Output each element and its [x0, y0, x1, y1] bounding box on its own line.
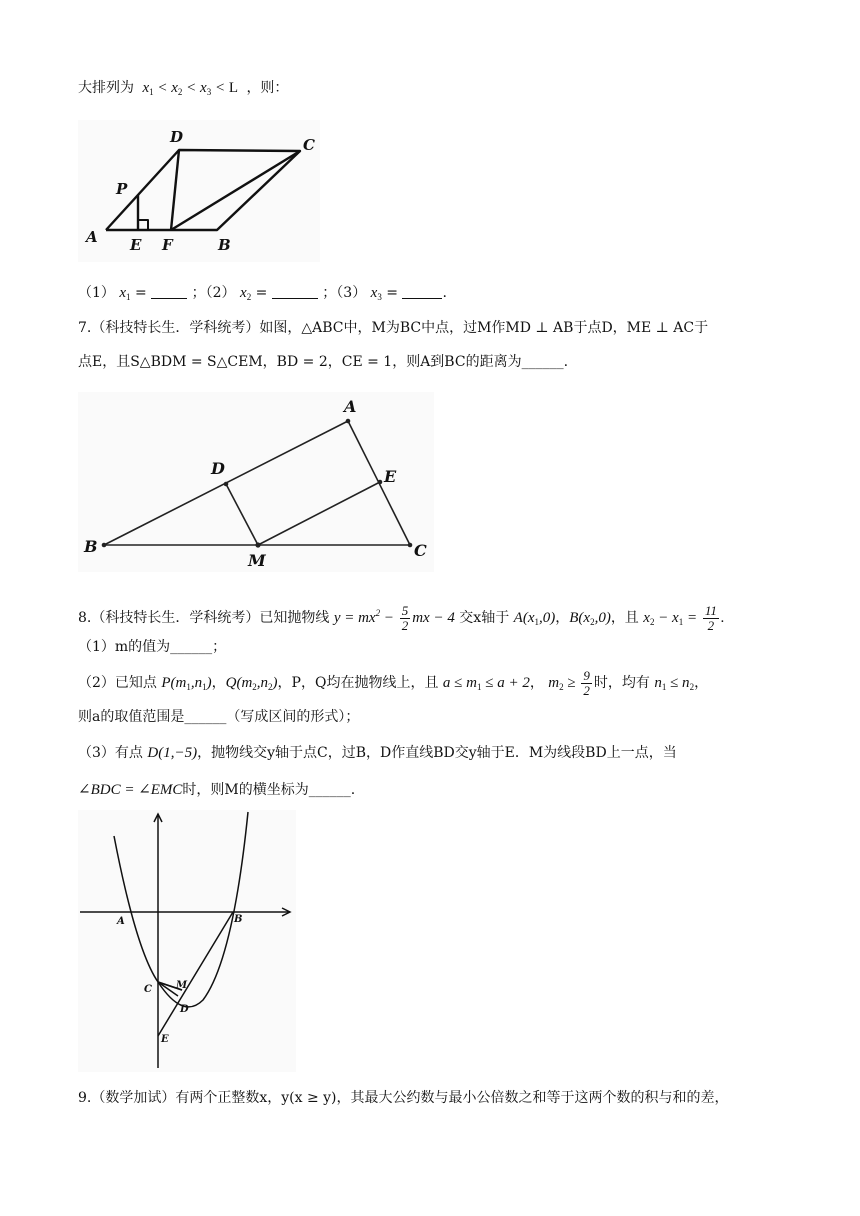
- x1-symbol: $x_1$: [119, 285, 131, 302]
- label-B: B: [234, 914, 243, 925]
- label-C: C: [303, 136, 315, 154]
- q6-end: .: [442, 285, 447, 301]
- q8-part-3-a: （3）有点: [78, 745, 143, 761]
- x3-symbol: $x_3$: [370, 285, 382, 302]
- label-M: M: [176, 980, 188, 991]
- label-A: A: [117, 916, 125, 927]
- q8-part-3-line-2: [78, 780, 355, 800]
- angle-equality: ∠BDC = ∠EMC: [78, 782, 183, 798]
- q9-source: （数学加试）: [91, 1090, 176, 1106]
- point-Q: $Q(m_2,n_2)$: [225, 675, 278, 692]
- q8-line-1: 8.（科技特长生．学科统考）已知抛物线 $y = mx^2$ − $\frac{5}{2}$ mx − 4 交x轴于 $A(x_1,0)$，$B(x_2,0)$，且 $x_2 - x_1$ = $\frac{11}{2}$ .: [78, 603, 725, 634]
- label-F: F: [162, 236, 173, 254]
- label-P: P: [116, 180, 128, 198]
- q7-text-1: 如图，△ABC中，M为BC中点，过M作MD ⊥ AB于点D，ME ⊥ AC于: [259, 320, 709, 336]
- q9-line-1: [78, 1088, 729, 1108]
- q8-number: 8.: [78, 610, 92, 626]
- q7-number: 7.: [78, 320, 92, 336]
- q7-line-1: [78, 318, 708, 338]
- q7-text-2: 点E，且S△BDM = S△CEM，BD = 2，CE = 1，则A到BC的距离为______.: [78, 354, 569, 370]
- q7-source: （科技特长生．学科统考）: [91, 320, 260, 336]
- q6-text-a: 大排列为: [78, 80, 134, 96]
- label-E: E: [130, 236, 142, 254]
- q8-part-2-d: 则a的取值范围是______（写成区间的形式）；: [78, 709, 360, 725]
- point-P: $P(m_1,n_1)$: [161, 675, 212, 692]
- label-A: A: [86, 228, 98, 246]
- q6-relation: $x_1 < x_2 < x_3 < L$: [142, 80, 238, 97]
- q6-answer-2-label: ；（2）: [191, 285, 236, 301]
- q9-text: 有两个正整数x，y(x ≥ y)，其最大公约数与最小公倍数之和等于这两个数的积与和的差，: [175, 1090, 729, 1106]
- answer-blank-3: [402, 284, 442, 299]
- label-D: D: [211, 459, 225, 478]
- q6-answers-line: （1） $x_1$ = ；（2） $x_2$ = ；（3） $x_3$ = .: [78, 285, 447, 302]
- q6-text-b: ，则：: [246, 80, 289, 96]
- answer-blank-1: [151, 284, 187, 299]
- n-inequality: $n_1 \le n_2$: [654, 675, 695, 692]
- label-D: D: [170, 128, 184, 146]
- label-E: E: [384, 467, 397, 486]
- q8-stem-a: 已知抛物线: [259, 610, 330, 626]
- q8-part-3-c: 时，则M的横坐标为______.: [182, 782, 356, 798]
- q6-answer-3-label: ；（3）: [322, 285, 367, 301]
- label-M: M: [248, 551, 266, 570]
- q8-part-2-c: 时，均有: [593, 675, 650, 691]
- q8-part-2-a: （2）已知点: [78, 675, 157, 691]
- q8-part-2-line-2: [78, 707, 359, 727]
- label-C: C: [414, 541, 427, 560]
- q8-part-1: [78, 637, 226, 657]
- q6-intro-line: [78, 78, 288, 102]
- label-B: B: [84, 537, 98, 556]
- figure-triangle-abc: [78, 392, 434, 572]
- q8-source: （科技特长生．学科统考）: [91, 610, 260, 626]
- label-D: D: [180, 1004, 189, 1015]
- root-difference: $x_2 - x_1$ = $\frac{11}{2}$ .: [643, 603, 725, 634]
- label-C: C: [144, 984, 152, 995]
- q6-answer-1-label: （1）: [78, 285, 115, 301]
- point-A: $A(x_1,0)$: [513, 610, 556, 627]
- q8-part-1-text: （1）m的值为______；: [78, 639, 227, 655]
- label-A: A: [344, 397, 357, 416]
- point-D: D(1,−5): [147, 745, 198, 761]
- m2-condition: $m_2$ ≥ $\frac{9}{2}$: [548, 668, 590, 699]
- point-B: $B(x_2,0)$: [569, 610, 611, 627]
- m1-range: $a \le m_1 \le a + 2$: [442, 675, 530, 692]
- q8-stem-c: ，且: [610, 610, 639, 626]
- x2-symbol: $x_2$: [240, 285, 252, 302]
- figure-parallelogram: [78, 120, 320, 262]
- q8-stem-b: 交x轴于: [459, 610, 510, 626]
- label-B: B: [218, 236, 231, 254]
- q9-number: 9.: [78, 1090, 92, 1106]
- q8-part-2: （2）已知点 $P(m_1,n_1)$，$Q(m_2,n_2)$，P，Q均在抛物线上，且 $a \le m_1 \le a + 2$， $m_2$ ≥ $\frac{9}{2}$ 时，均有 $n_1 \le n_2$，: [78, 668, 709, 699]
- figure-parabola: [78, 810, 296, 1072]
- q7-line-2: [78, 352, 568, 372]
- q8-part-3-b: ，抛物线交y轴于点C，过B，D作直线BD交y轴于E．M为线段BD上一点，当: [197, 745, 677, 761]
- label-E: E: [161, 1034, 169, 1045]
- parabola-equation: $y = mx^2$ − $\frac{5}{2}$ mx − 4: [333, 603, 455, 634]
- answer-blank-2: [272, 284, 318, 299]
- q8-part-2-b: ，P，Q均在抛物线上，且: [277, 675, 439, 691]
- q8-part-3: [78, 743, 677, 763]
